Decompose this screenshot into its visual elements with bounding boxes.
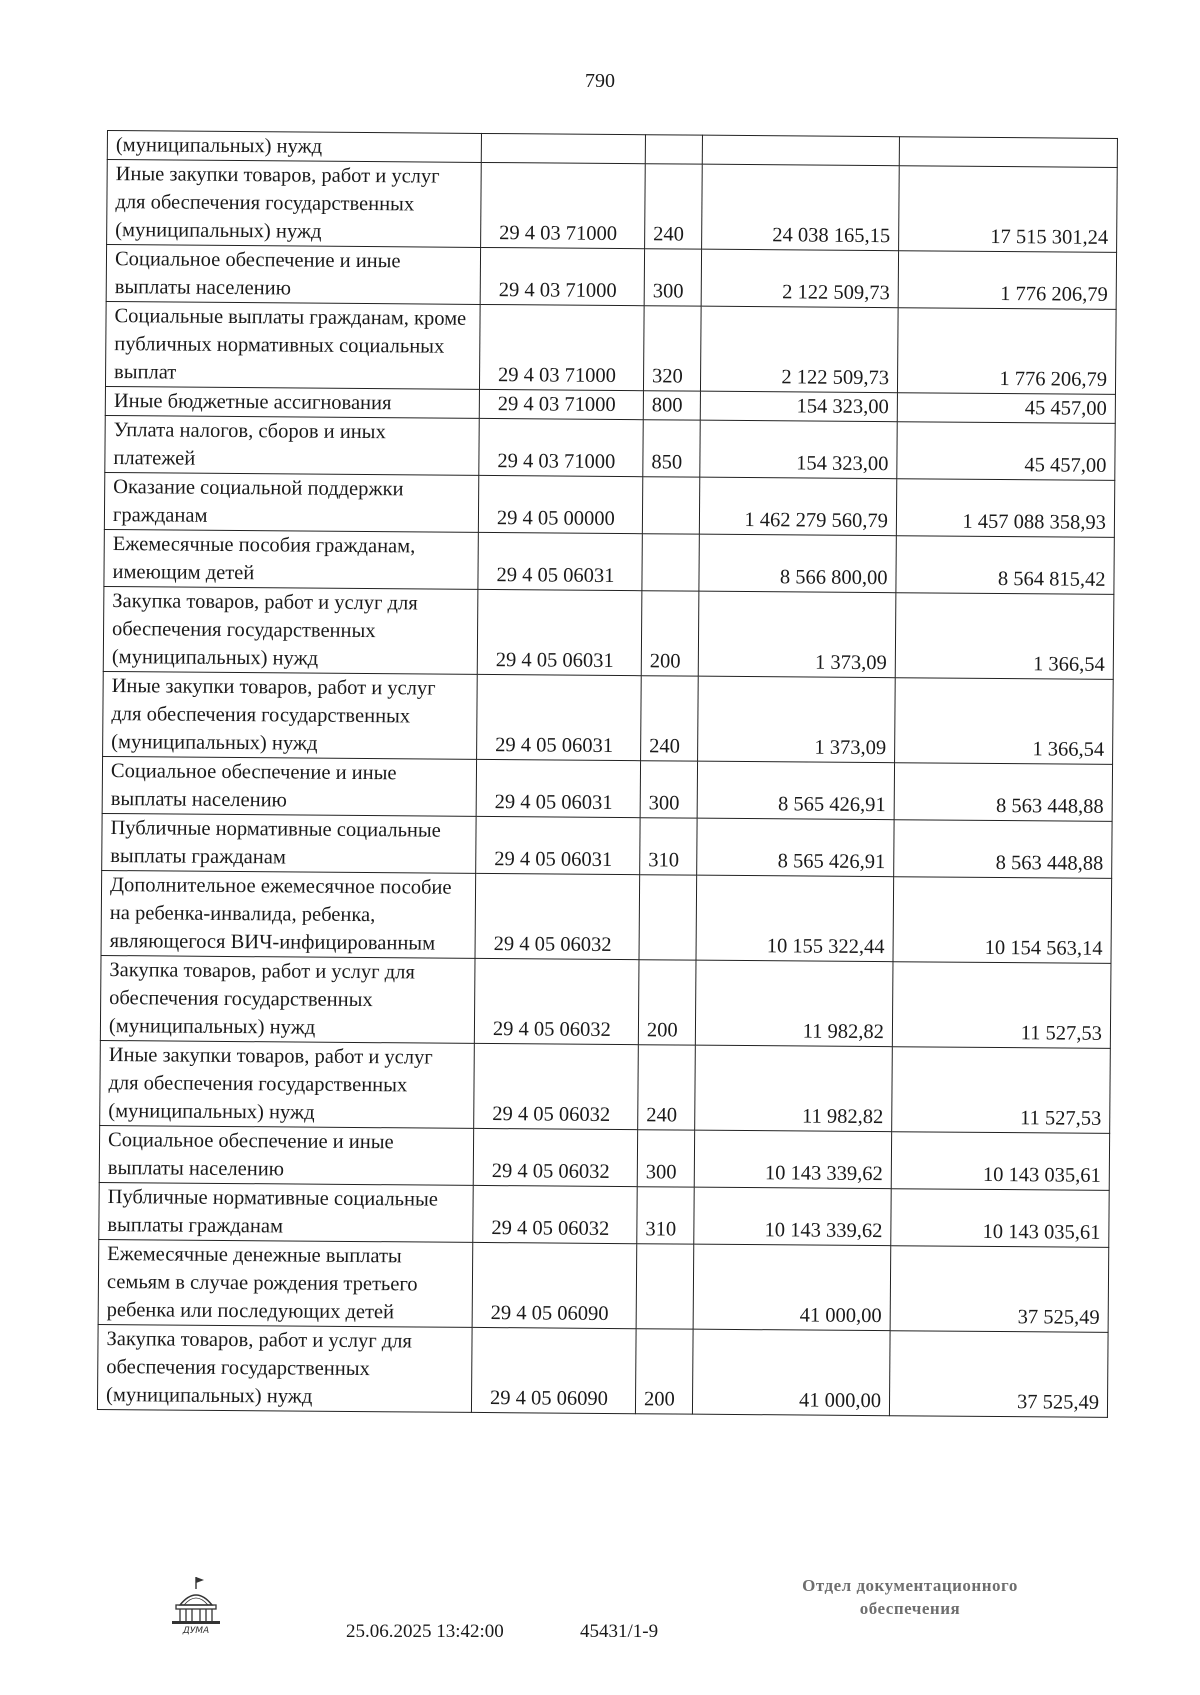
row-type: 320 bbox=[651, 365, 683, 388]
row-name: Публичные нормативные социальные выплаты гражданам bbox=[107, 1186, 439, 1238]
row-name-cell bbox=[97, 1324, 472, 1412]
row-code: 29 4 05 06032 bbox=[492, 1103, 611, 1126]
row-code-cell bbox=[478, 475, 642, 533]
row-code-cell bbox=[477, 674, 642, 760]
row-type-cell bbox=[644, 249, 701, 306]
row-name-cell bbox=[107, 160, 482, 248]
stamp-line-1: Отдел документационного bbox=[802, 1576, 1018, 1595]
row-code: 29 4 05 06032 bbox=[491, 1217, 610, 1240]
row-name-cell bbox=[100, 955, 475, 1043]
row-amount-planned-cell bbox=[698, 591, 896, 678]
row-amount-planned: 1 373,09 bbox=[814, 736, 887, 760]
table-row bbox=[107, 160, 1118, 253]
row-type: 240 bbox=[653, 223, 685, 246]
row-name: Закупка товаров, работ и услуг для обеспечения государственных (муниципальных) нужд bbox=[111, 590, 418, 670]
row-type: 800 bbox=[651, 394, 683, 417]
table-row bbox=[100, 1040, 1111, 1133]
row-amount-executed: 10 143 035,61 bbox=[982, 1220, 1101, 1244]
row-type-cell bbox=[643, 391, 700, 420]
row-type-cell bbox=[638, 960, 696, 1045]
row-amount-planned-cell bbox=[702, 135, 899, 166]
row-code-cell bbox=[477, 589, 642, 675]
row-amount-executed: 1 776 206,79 bbox=[999, 368, 1108, 391]
row-amount-executed: 45 457,00 bbox=[1024, 454, 1107, 477]
row-amount-planned: 11 982,82 bbox=[802, 1020, 885, 1044]
row-amount-planned: 154 323,00 bbox=[796, 452, 889, 476]
row-amount-planned-cell bbox=[695, 1045, 893, 1132]
row-amount-executed-cell bbox=[893, 877, 1112, 964]
row-amount-planned-cell bbox=[697, 818, 894, 877]
row-amount-executed: 8 563 448,88 bbox=[995, 852, 1104, 875]
row-name: Иные закупки товаров, работ и услуг для обеспечения государственных (муниципальных) нужд bbox=[115, 163, 440, 243]
row-amount-executed-cell bbox=[897, 393, 1115, 424]
row-amount-executed: 11 527,53 bbox=[1020, 1022, 1103, 1045]
row-amount-executed: 17 515 301,24 bbox=[990, 225, 1109, 249]
row-code: 29 4 05 06031 bbox=[494, 848, 613, 871]
row-amount-executed: 10 143 035,61 bbox=[982, 1163, 1101, 1187]
row-type-cell bbox=[637, 1130, 694, 1187]
row-code: 29 4 05 06031 bbox=[495, 734, 614, 757]
row-amount-planned-cell bbox=[692, 1329, 890, 1416]
department-stamp bbox=[760, 1574, 1060, 1620]
table-row bbox=[102, 813, 1112, 878]
page-number: 790 bbox=[585, 70, 615, 92]
row-amount-executed-cell bbox=[891, 1132, 1109, 1191]
table-row bbox=[103, 586, 1114, 679]
row-amount-executed-cell bbox=[899, 166, 1118, 253]
row-name-cell bbox=[106, 245, 480, 305]
row-amount-executed: 1 366,54 bbox=[1032, 653, 1105, 676]
row-code: 29 4 05 06090 bbox=[490, 1302, 609, 1325]
row-name-cell bbox=[100, 1040, 475, 1128]
row-type-cell bbox=[643, 420, 700, 477]
table-row bbox=[99, 1182, 1109, 1247]
row-type-cell bbox=[643, 306, 701, 391]
row-type: 300 bbox=[648, 792, 680, 815]
row-name-cell bbox=[99, 1125, 473, 1185]
row-code-cell bbox=[478, 532, 642, 590]
row-amount-planned: 2 122 509,73 bbox=[781, 366, 890, 390]
row-amount-executed-cell bbox=[897, 308, 1116, 395]
row-amount-executed: 37 525,49 bbox=[1017, 1306, 1100, 1329]
row-amount-executed-cell bbox=[895, 678, 1114, 765]
table-row bbox=[102, 756, 1112, 821]
row-name-cell bbox=[98, 1239, 473, 1327]
row-amount-planned: 1 462 279 560,79 bbox=[744, 509, 889, 533]
row-amount-executed: 11 527,53 bbox=[1019, 1107, 1102, 1130]
table-row bbox=[99, 1125, 1109, 1190]
row-amount-executed-cell bbox=[896, 479, 1114, 538]
row-name-cell bbox=[103, 671, 478, 759]
table-row bbox=[97, 1324, 1108, 1417]
row-type: 850 bbox=[651, 451, 683, 474]
row-code-cell bbox=[479, 389, 643, 419]
row-code-cell bbox=[475, 873, 640, 959]
table-row bbox=[98, 1239, 1109, 1332]
row-amount-executed: 1 366,54 bbox=[1032, 738, 1105, 761]
row-type: 300 bbox=[652, 280, 684, 303]
row-code-cell bbox=[474, 1043, 639, 1129]
row-amount-planned-cell bbox=[702, 164, 900, 251]
row-amount-planned: 11 982,82 bbox=[801, 1105, 884, 1129]
row-type: 200 bbox=[646, 1019, 678, 1042]
row-name-cell bbox=[104, 472, 478, 532]
stamp-line-2: обеспечения bbox=[859, 1599, 961, 1618]
row-name: Социальное обеспечение и иные выплаты населению bbox=[107, 1129, 394, 1181]
table-row bbox=[105, 301, 1116, 394]
row-code: 29 4 03 71000 bbox=[499, 222, 618, 246]
row-type-cell bbox=[641, 676, 699, 761]
row-amount-planned: 8 565 426,91 bbox=[777, 850, 886, 874]
row-code-cell bbox=[479, 304, 644, 390]
row-code: 29 4 05 06032 bbox=[492, 1018, 611, 1041]
row-code-cell bbox=[476, 816, 640, 874]
row-amount-planned: 10 143 339,62 bbox=[764, 1219, 883, 1243]
row-amount-planned-cell bbox=[701, 249, 898, 308]
row-name: Ежемесячные пособия гражданам, имеющим детей bbox=[112, 533, 416, 585]
row-amount-executed: 10 154 563,14 bbox=[984, 936, 1103, 960]
row-type: 240 bbox=[649, 735, 681, 758]
parliament-building-logo-icon bbox=[168, 1575, 224, 1637]
row-type-cell bbox=[642, 534, 699, 591]
row-amount-planned-cell bbox=[696, 875, 894, 962]
row-amount-planned-cell bbox=[698, 676, 896, 763]
row-type-cell bbox=[638, 1045, 696, 1130]
row-type: 300 bbox=[645, 1161, 677, 1184]
row-code: 29 4 05 06031 bbox=[494, 791, 613, 814]
row-amount-executed-cell bbox=[892, 1047, 1111, 1134]
row-type-cell bbox=[640, 818, 697, 875]
row-name-cell bbox=[105, 415, 479, 475]
row-amount-executed-cell bbox=[894, 820, 1112, 879]
row-amount-executed: 8 563 448,88 bbox=[996, 795, 1104, 818]
row-name-cell bbox=[107, 131, 481, 163]
row-amount-planned: 154 323,00 bbox=[796, 395, 889, 419]
row-amount-planned: 41 000,00 bbox=[799, 1304, 882, 1328]
row-type-cell bbox=[637, 1187, 694, 1244]
row-type-cell bbox=[642, 477, 699, 534]
table-row bbox=[101, 870, 1112, 963]
row-amount-planned-cell bbox=[694, 1130, 891, 1189]
row-name: Иные закупки товаров, работ и услуг для обеспечения государственных (муниципальных) нужд bbox=[108, 1044, 433, 1124]
row-type-cell bbox=[640, 761, 697, 818]
row-code-cell bbox=[474, 958, 639, 1044]
row-amount-executed: 8 564 815,42 bbox=[997, 568, 1106, 591]
row-code-cell bbox=[471, 1327, 636, 1413]
row-amount-executed-cell bbox=[898, 251, 1116, 310]
row-name: Иные закупки товаров, работ и услуг для обеспечения государственных (муниципальных) нужд bbox=[111, 675, 436, 755]
row-code: 29 4 05 06090 bbox=[489, 1387, 609, 1410]
row-name: Закупка товаров, работ и услуг для обеспечения государственных (муниципальных) нужд bbox=[105, 1328, 412, 1408]
footer-datetime: 25.06.2025 13:42:00 bbox=[346, 1621, 504, 1642]
table-row bbox=[104, 529, 1114, 594]
row-type: 310 bbox=[645, 1218, 677, 1241]
row-amount-executed-cell bbox=[896, 536, 1114, 595]
row-type: 310 bbox=[648, 849, 680, 872]
row-amount-planned-cell bbox=[700, 420, 897, 479]
row-type-cell bbox=[635, 1329, 693, 1414]
row-amount-executed-cell bbox=[894, 763, 1112, 822]
row-amount-executed: 45 457,00 bbox=[1024, 397, 1107, 420]
row-amount-planned-cell bbox=[695, 960, 893, 1047]
row-code-cell bbox=[481, 162, 646, 248]
row-code: 29 4 03 71000 bbox=[498, 279, 617, 303]
row-amount-planned: 24 038 165,15 bbox=[772, 224, 891, 248]
row-code: 29 4 05 00000 bbox=[496, 507, 615, 531]
row-code: 29 4 05 06032 bbox=[493, 933, 612, 956]
row-amount-planned: 8 566 800,00 bbox=[779, 566, 888, 590]
row-code-cell bbox=[481, 133, 645, 163]
table-row bbox=[100, 955, 1111, 1048]
row-amount-planned-cell bbox=[693, 1244, 891, 1331]
row-amount-planned-cell bbox=[699, 477, 896, 536]
row-code: 29 4 05 06031 bbox=[495, 649, 614, 672]
row-name: Дополнительное ежемесячное пособие на ребенка-инвалида, ребенка, являющегося ВИЧ-инфицированным bbox=[109, 874, 452, 955]
row-name: Ежемесячные денежные выплаты семьям в случае рождения третьего ребенка или последующих детей bbox=[106, 1243, 418, 1324]
table-row bbox=[106, 245, 1116, 310]
row-amount-planned-cell bbox=[694, 1187, 891, 1246]
table-row bbox=[103, 671, 1114, 764]
row-type: 240 bbox=[646, 1104, 678, 1127]
row-amount-executed: 1 776 206,79 bbox=[1000, 283, 1108, 306]
row-type-cell bbox=[639, 875, 697, 960]
row-name-cell bbox=[105, 301, 480, 389]
row-code: 29 4 05 06032 bbox=[491, 1160, 610, 1183]
row-amount-executed-cell bbox=[891, 1189, 1109, 1248]
row-amount-planned: 2 122 509,73 bbox=[782, 281, 890, 305]
logo-text: ДУМА bbox=[182, 1626, 210, 1636]
row-name: Социальное обеспечение и иные выплаты населению bbox=[114, 248, 401, 300]
row-amount-executed-cell bbox=[899, 137, 1117, 168]
budget-table bbox=[97, 130, 1118, 1418]
row-name: (муниципальных) нужд bbox=[115, 134, 323, 158]
row-amount-executed: 1 457 088 358,93 bbox=[962, 510, 1107, 534]
row-name: Закупка товаров, работ и услуг для обеспечения государственных (муниципальных) нужд bbox=[108, 959, 415, 1039]
row-name: Уплата налогов, сборов и иных платежей bbox=[113, 419, 386, 470]
row-code-cell bbox=[473, 1128, 637, 1186]
row-name: Иные бюджетные ассигнования bbox=[113, 390, 392, 415]
row-name-cell bbox=[105, 386, 479, 418]
row-name-cell bbox=[101, 870, 476, 958]
row-code: 29 4 05 06031 bbox=[496, 564, 615, 587]
row-amount-executed-cell bbox=[889, 1331, 1108, 1418]
row-code-cell bbox=[480, 247, 644, 305]
row-name: Публичные нормативные социальные выплаты гражданам bbox=[110, 817, 441, 869]
row-amount-executed: 37 525,49 bbox=[1016, 1391, 1100, 1414]
row-amount-planned-cell bbox=[699, 534, 896, 593]
row-code: 29 4 03 71000 bbox=[497, 450, 616, 474]
row-amount-planned: 8 565 426,91 bbox=[778, 793, 886, 817]
row-amount-executed-cell bbox=[895, 593, 1114, 680]
table-body bbox=[97, 131, 1117, 1418]
row-type-cell bbox=[641, 591, 699, 676]
row-type: 200 bbox=[649, 650, 681, 673]
row-code-cell bbox=[472, 1242, 637, 1328]
row-name-cell bbox=[99, 1182, 473, 1242]
row-name-cell bbox=[102, 813, 476, 873]
footer-doc-number: 45431/1-9 bbox=[580, 1621, 659, 1642]
row-name-cell bbox=[103, 586, 478, 674]
row-code: 29 4 03 71000 bbox=[497, 393, 616, 417]
table-row bbox=[105, 415, 1115, 480]
row-code-cell bbox=[476, 759, 640, 817]
row-name-cell bbox=[104, 529, 478, 589]
row-amount-planned: 1 373,09 bbox=[815, 651, 887, 675]
row-type-cell bbox=[645, 135, 702, 164]
row-amount-executed-cell bbox=[897, 422, 1115, 481]
row-code-cell bbox=[473, 1185, 637, 1243]
row-type: 200 bbox=[643, 1388, 675, 1411]
row-type-cell bbox=[645, 164, 703, 249]
row-name-cell bbox=[102, 756, 476, 816]
row-amount-planned-cell bbox=[700, 391, 897, 422]
row-name: Оказание социальной поддержки гражданам bbox=[112, 476, 404, 527]
row-amount-executed-cell bbox=[892, 962, 1111, 1049]
row-code-cell bbox=[479, 418, 643, 476]
row-amount-planned: 10 143 339,62 bbox=[764, 1162, 883, 1186]
row-type-cell bbox=[636, 1244, 694, 1329]
row-amount-planned: 10 155 322,44 bbox=[766, 935, 885, 959]
table-row bbox=[104, 472, 1114, 537]
row-amount-planned-cell bbox=[697, 761, 894, 820]
row-amount-executed-cell bbox=[890, 1246, 1109, 1333]
row-amount-planned: 41 000,00 bbox=[798, 1389, 882, 1413]
row-amount-planned-cell bbox=[700, 306, 898, 393]
row-name: Социальное обеспечение и иные выплаты населению bbox=[110, 760, 397, 812]
row-name: Социальные выплаты гражданам, кроме публичных нормативных социальных выплат bbox=[114, 305, 467, 384]
row-code: 29 4 03 71000 bbox=[498, 364, 617, 388]
